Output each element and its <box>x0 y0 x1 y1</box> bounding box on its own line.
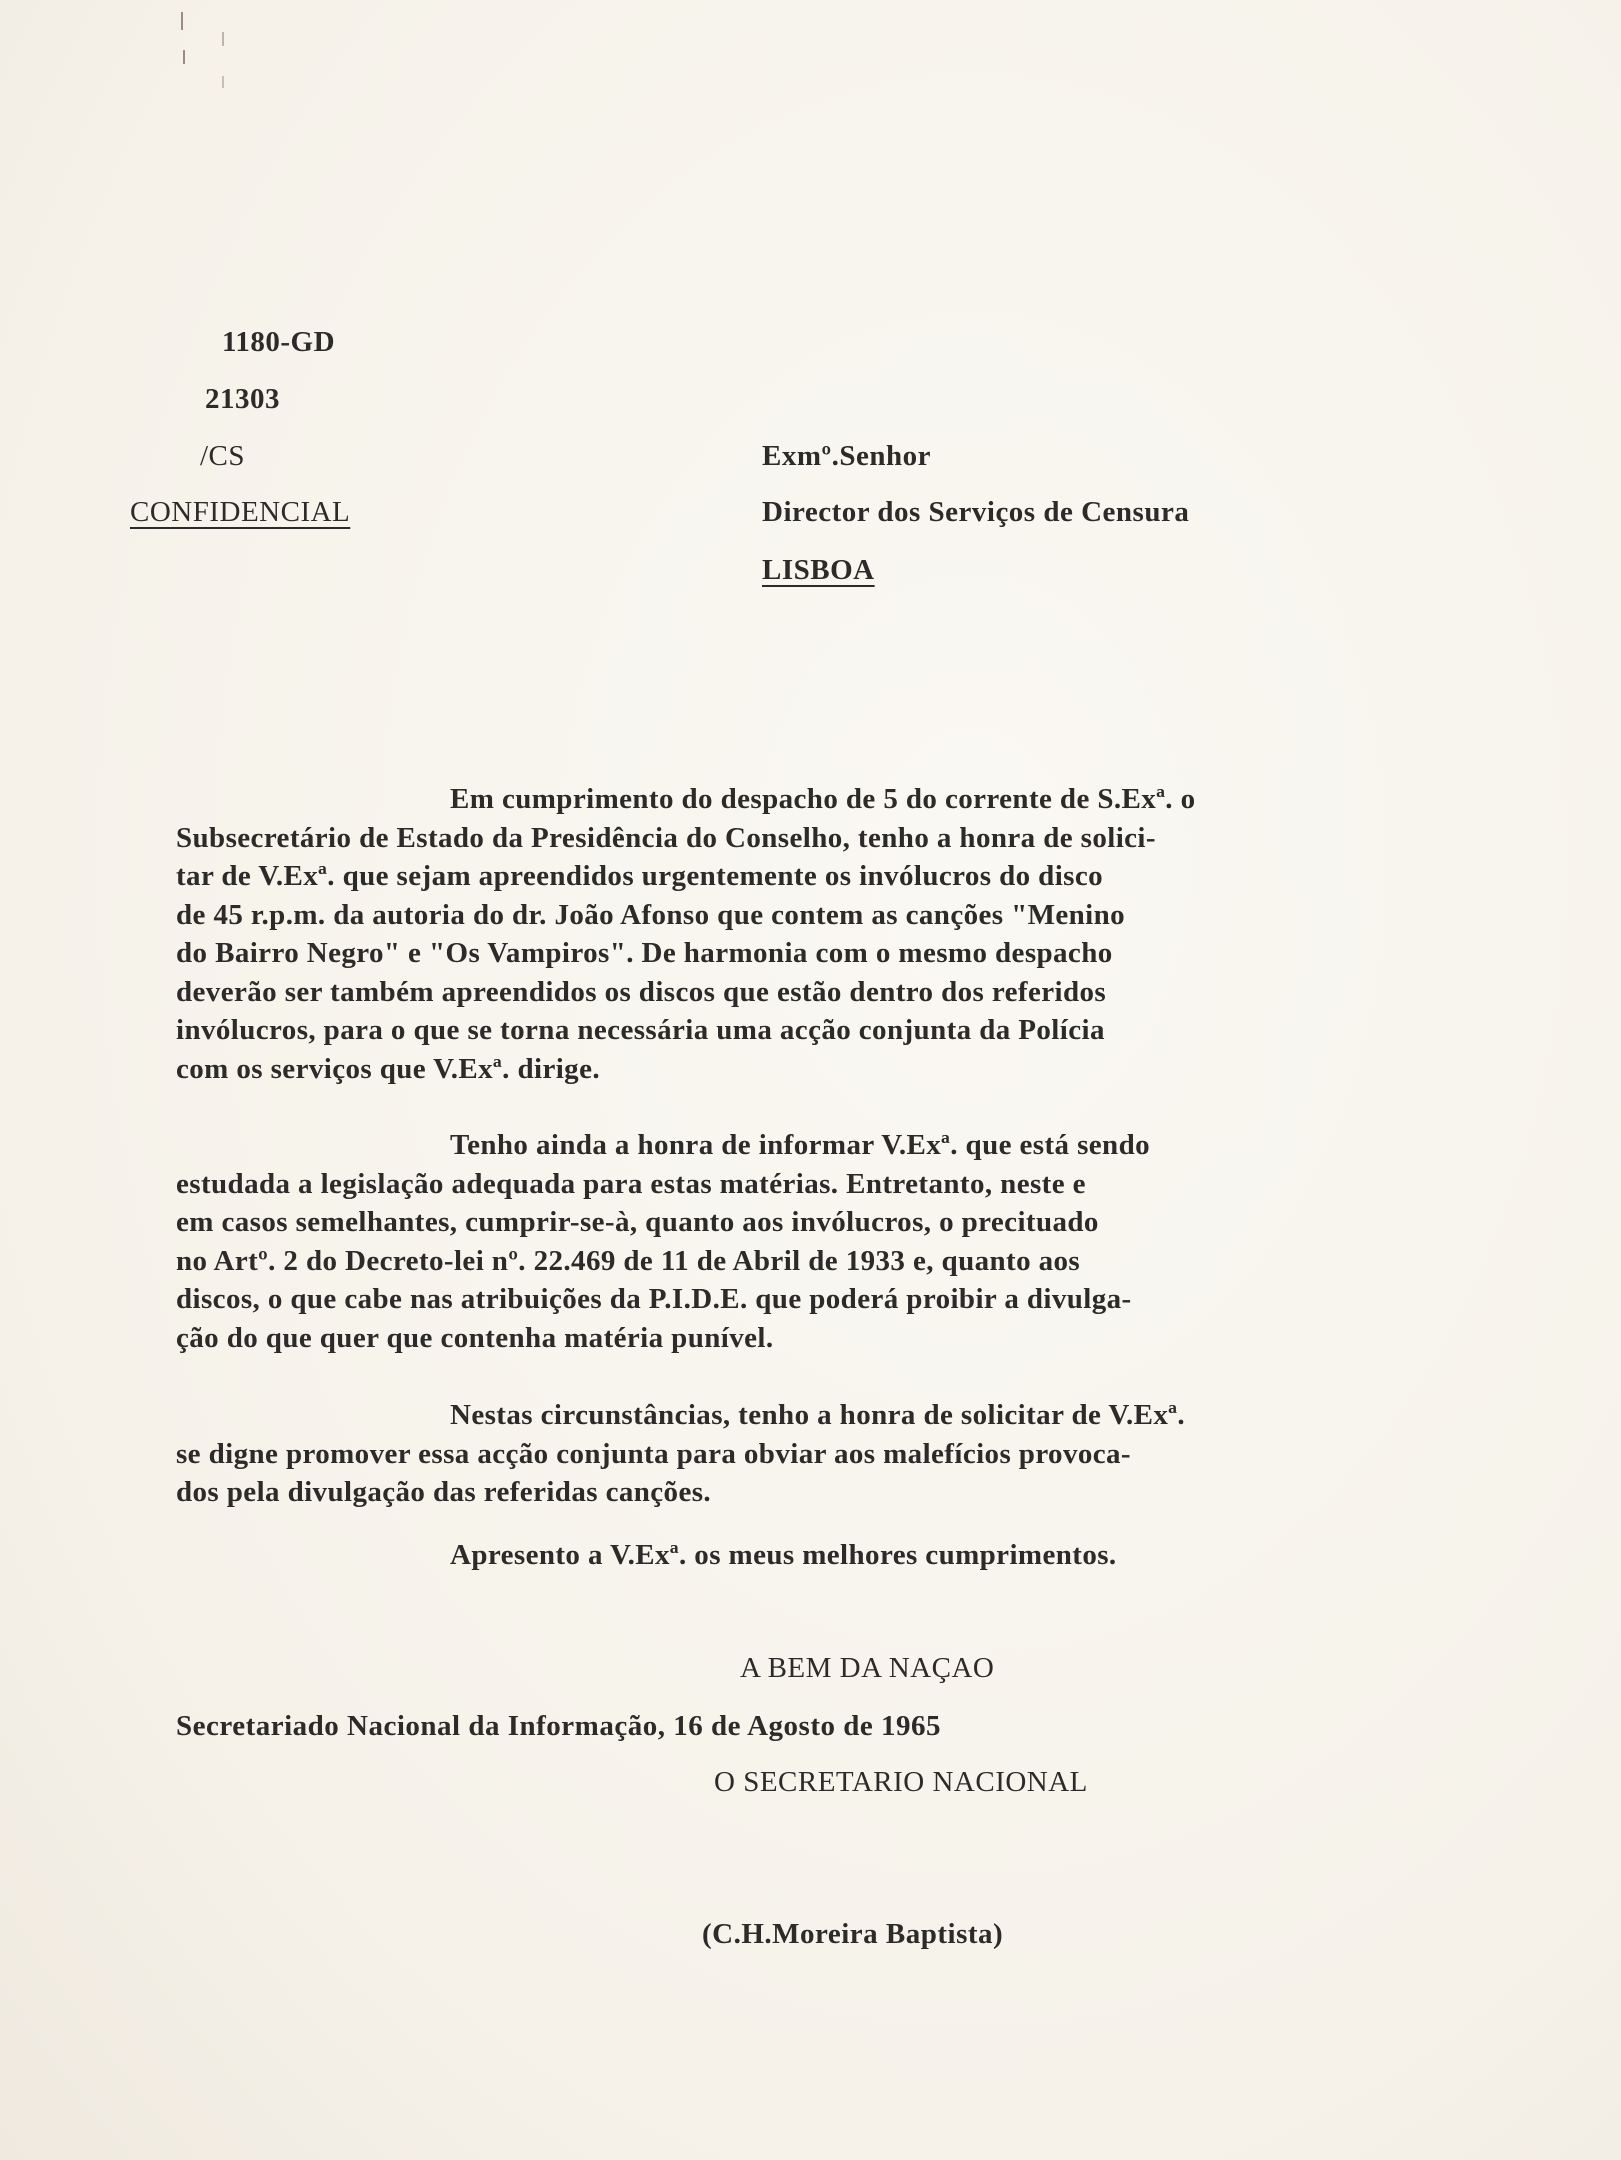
margin-mark <box>183 50 185 64</box>
text-line: tar de V.Exª. que sejam apreendidos urgentemente os invólucros do disco <box>176 860 1104 892</box>
text-line: do Bairro Negro" e "Os Vampiros". De harmonia com o mesmo despacho <box>176 937 1113 969</box>
paragraph-2 <box>176 1126 1492 1357</box>
text-line: ção do que quer que contenha matéria punível. <box>176 1321 774 1354</box>
addressee-city: LISBOA <box>762 554 875 586</box>
text-line: com os serviços que V.Exª. dirige. <box>176 1052 600 1085</box>
margin-mark <box>222 76 224 88</box>
closing-motto: A BEM DA NAÇAO <box>740 1652 995 1684</box>
text-line: Tenho ainda a honra de informar V.Exª. que está sendo <box>450 1129 1150 1161</box>
text-line: Em cumprimento do despacho de 5 do corrente de S.Exª. o <box>450 783 1196 815</box>
signatory-title: O SECRETARIO NACIONAL <box>714 1766 1088 1798</box>
paragraph-4 <box>176 1536 1492 1575</box>
text-line: deverão ser também apreendidos os discos que estão dentro dos referidos <box>176 975 1107 1008</box>
reference-suffix: /CS <box>200 440 246 472</box>
text-line: estudada a legislação adequada para estas matérias. Entretanto, neste e <box>176 1167 1086 1200</box>
closing-place-date: Secretariado Nacional da Informação, 16 de Agosto de 1965 <box>176 1710 941 1742</box>
classification-label: CONFIDENCIAL <box>130 496 351 528</box>
signatory-name: (C.H.Moreira Baptista) <box>702 1918 1004 1950</box>
margin-mark <box>181 12 183 30</box>
text-line: dos pela divulgação das referidas canções. <box>176 1476 712 1508</box>
margin-mark <box>222 32 224 46</box>
text-line: invólucros, para o que se torna necessária uma acção conjunta da Polícia <box>176 1014 1105 1046</box>
addressee-salutation: Exmº.Senhor <box>762 440 931 472</box>
paragraph-1 <box>176 780 1492 1088</box>
reference-code: 1180-GD <box>222 326 336 358</box>
addressee-title: Director dos Serviços de Censura <box>762 496 1190 528</box>
text-line: no Artº. 2 do Decreto-lei nº. 22.469 de 11 de Abril de 1933 e, quanto aos <box>176 1244 1081 1277</box>
text-line: em casos semelhantes, cumprir-se-à, quanto aos invólucros, o precituado <box>176 1206 1099 1238</box>
reference-number: 21303 <box>205 383 280 415</box>
text-line: Nestas circunstâncias, tenho a honra de solicitar de V.Exª. <box>450 1399 1186 1431</box>
text-line: discos, o que cabe nas atribuições da P.I.D.E. que poderá proibir a divulga- <box>176 1283 1132 1315</box>
paragraph-3 <box>176 1396 1492 1512</box>
text-line: Subsecretário de Estado da Presidência do Conselho, tenho a honra de solici- <box>176 821 1156 854</box>
text-line: Apresento a V.Exª. os meus melhores cumprimentos. <box>450 1539 1117 1571</box>
text-line: se digne promover essa acção conjunta para obviar aos malefícios provoca- <box>176 1437 1131 1470</box>
text-line: de 45 r.p.m. da autoria do dr. João Afonso que contem as canções "Menino <box>176 898 1126 931</box>
